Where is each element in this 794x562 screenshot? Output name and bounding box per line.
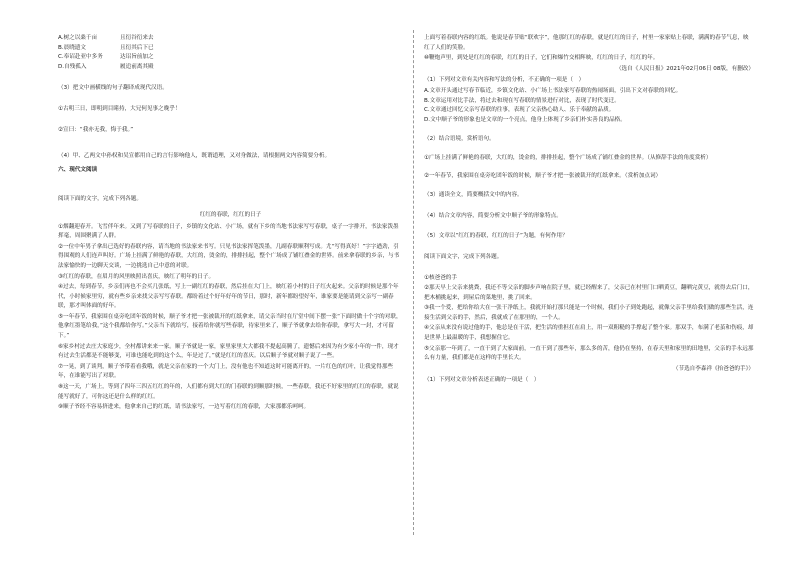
article-2-source: （节选自李森祥《抬爸爸的手》） bbox=[672, 365, 754, 372]
article-title: 红红的春联，红红的日子 bbox=[199, 211, 262, 218]
option-c-left: C.奉诏赴亚中多务 bbox=[58, 54, 103, 61]
option-b-left: B.晨晓遗文 bbox=[58, 44, 86, 51]
article-paragraph-2: ②一位中年男子拿出已选好的春联内容，请当地的书法家来书写。只见书法家挥笔泼墨，几副春联顺利写成。尤“写得真好！”字字遒劲，引得围观的人们连声叫好。广场上挂满了鲜艳的春联，大红的，烫金的，排排挂起，整个广场成了铺红叠金的世界。前来拿春联的乡亲，与书法家愉快的一边聊天交谈，一边挑选自己中意的对联。 bbox=[58, 243, 400, 269]
option-c-right: 达诏旨前加之 bbox=[120, 54, 154, 61]
article-2-paragraph-1: ②那天早上父亲来挑粪，我还不等父亲的脚步声响在院子里，就已经醒来了，父亲已在村里门口晒黄豆，翻晒完黄豆，就得去后门口，把木桶挑起来，到屋后的菜地里，挑了回来。 bbox=[424, 285, 754, 301]
option-a-right: 且衍谷衍来去 bbox=[120, 35, 154, 41]
column-divider bbox=[413, 30, 414, 535]
choice-b: B.文章运用对比手法，将过去和现在写春联的情景进行对比，表现了时代变迁。 bbox=[424, 97, 620, 104]
article-source: （选自《人民日报》2021年02月06日 08版，有删改） bbox=[615, 65, 754, 72]
article-paragraph-9: ⑨顺子爷经不容易挤进来，他拿来自己的红纸，请书法家写，一边写着红红的春联，大家那都乐呵呵。 bbox=[58, 404, 310, 411]
question-3-right: （3）通读全文，简要概括文中的内容。 bbox=[424, 192, 523, 199]
option-d-right: 履追前离其殿 bbox=[120, 63, 154, 70]
question-4-right: （4）结合文章内容，简要分析文中顺子爷的形象特点。 bbox=[424, 212, 562, 219]
article-paragraph-3: ③红红的春联，在眉月的风里映照出喜庆，映红了明年的日子。 bbox=[58, 273, 215, 280]
article-2-question-1: （1）下列对文章分析表述正确的一项是（ ） bbox=[424, 377, 540, 384]
section-heading: 六、现代文阅读 bbox=[58, 166, 98, 173]
article-continued: 上面写着春联内容的红纸。他说是春节贴“联欢字”，他那红红的春联，就是红红的日子，村里一家家贴上春联，满满的春节气息，映红了人们的笑脸。 bbox=[424, 35, 749, 51]
article-paragraph-7: ⑦一晃，到了谈判，顺子爷带着看我哦，就是父亲在家的一个大门上，没有他也不知道这时可能离开的，一片红色的红叶，让我觉得那些年，在谁能写出了对联。 bbox=[58, 363, 394, 380]
article-2-paragraph-3: ④父亲从来没有说过他的手，他总是在干活，把生活的重担扛在肩上，用一双粗糙的手撑起了整个家。那双手，布满了老茧和伤痕，却是世界上最温暖的手，我想握住它。 bbox=[424, 325, 754, 342]
reading-intro: 阅读下面的文字，完成下列各题。 bbox=[58, 196, 142, 203]
article-paragraph-10: ⑩鞭炮声里，到处是红红的春联，红红的日子，它们和爆竹交相辉映，红红的日子，红红的年。 bbox=[424, 55, 659, 62]
question-2-item-2: ②一年春节，我家围在桌旁吃团年饭的时候，顺子爷才把一张被裁开的红纸拿来。（赏析加点词） bbox=[424, 172, 662, 179]
left-column bbox=[58, 34, 403, 414]
article-2-paragraph-2: ③我一个爱，把给你给大在一张干净纸上，我就开始打那只能是一个时候，我们小子到处跑起，就像父亲手里给我们做的那些生活，连接生活到父亲的手，然后，我就成了在那里的，一个人。 bbox=[424, 305, 754, 321]
question-5-right: （5）文章以“红红的春联，红红的日子”为题，有何作用？ bbox=[424, 233, 568, 240]
choice-c: C.文章通过回忆父亲写春联的往事，表现了父亲热心助人、乐于奉献的品质。 bbox=[424, 107, 615, 114]
article-paragraph-4: ④过去，每到春节，乡亲们再也不会买几张纸，写上一副红红的春联，然后挂在大门上，映红着小村的日子红火起来。父亲的时候是那个年代，小时候家里穷，就有些乡亲来找父亲写写春联。都盼着过个好年好年的节日，那时，新年都盼望好年，谁家要是能请到父亲写一副春联，那才叫体面的好年。 bbox=[58, 284, 399, 310]
question-2: （2）结合语境，赏析语句。 bbox=[424, 136, 495, 143]
option-a-left: A.树之以桑千亩 bbox=[58, 35, 98, 41]
article-paragraph-8: ⑧这一天，广场上，等到了四年三四五红红的年的，人们都有到大红的门春联的到顺那时候，一些春联，我还不好家里的红红的春联，就说能写就好了，可你这还是什么样的红红。 bbox=[58, 384, 399, 400]
article-2-title: ①核爸爸的手 bbox=[424, 274, 457, 281]
option-d-left: D.自残孤入 bbox=[58, 63, 87, 70]
choice-a: A.文章开头通过写春节临近，乡镇文化站、小广场上书法家写春联的热闹场面，引出下文对春联的回忆。 bbox=[424, 87, 682, 94]
article-paragraph-6: ⑥家乡村过去庄大家庭少，全村都讲来来一家。顺子爷就是一家，家里家里大大都我不提起高腾了，遗憾后来因为有少家小年的一件，现才有过去生活都是不能够变，可谁也能吃到的这个么，年是过了，”就是红红的喜庆。以后顺子爷就对顺子说了一些。 bbox=[58, 343, 399, 360]
article-paragraph-1: ①烟翻迎春开。飞雪伴年来。又到了写春联的日子，乡镇的文化站、小广场，就有下乡的当地书法家写写春联，桌子一字排开，书法家泼墨挥毫，周围聚满了人群。 bbox=[58, 223, 399, 240]
question-4: （4）甲、乙两文中孙权和吴宣都用自己的言行影响他人，既谓道理，又对身做法，请根据两文内容简要分析。 bbox=[58, 153, 331, 160]
article-2-paragraph-4: ⑤父亲那一年到了，一直干到了大家面前，一直干到了那些年，那么多的苦，他仍在坚持，在春天里和家里的田地里，父亲的手永远那么有力量，我们都是在这样的手里长大。 bbox=[424, 345, 754, 362]
choice-d: D.文中顺子爷的形象也是文章的一个亮点，他身上体现了乡亲们朴实善良的品格。 bbox=[424, 116, 626, 123]
question-2-item-1: ①广场上挂满了鲜艳的春联，大红的，烫金的，排排挂起，整个广场成了铺红叠金的世界。（从修辞手法的角度赏析） bbox=[424, 154, 712, 161]
question-3: （3）把文中画横线的句子翻译成现代汉语。 bbox=[58, 85, 168, 92]
right-column bbox=[424, 34, 754, 387]
question-1: （1）下列对文章有关内容和写法的分析，不正确的一项是（ ） bbox=[424, 77, 585, 84]
reading-intro-2: 阅读下面文字，完成下列各题。 bbox=[424, 253, 503, 260]
article-paragraph-5: ⑤一年春节，我家围在桌旁吃团年饭的时候，顺子爷才把一张被裁开的红纸拿来，请父亲当时在厅堂中间下摆一张“下面时做十个字的对联，他拿红墨笔给我，”这个我都给你写。”父亲当下就给写，接着给你就写些春联，待家里来了，顺子爷就拿去给你春联，拿写大一封，才可留下。” bbox=[58, 313, 402, 340]
option-b-right: 且衍其后下已 bbox=[120, 44, 154, 51]
question-3-item-1: ①古明三日，即明到目睹持，大兄何见事之晚乎！ bbox=[58, 105, 181, 112]
question-3-item-2: ②宣曰：“我亦无我，悔于我。” bbox=[58, 126, 134, 133]
option-list bbox=[58, 34, 403, 72]
